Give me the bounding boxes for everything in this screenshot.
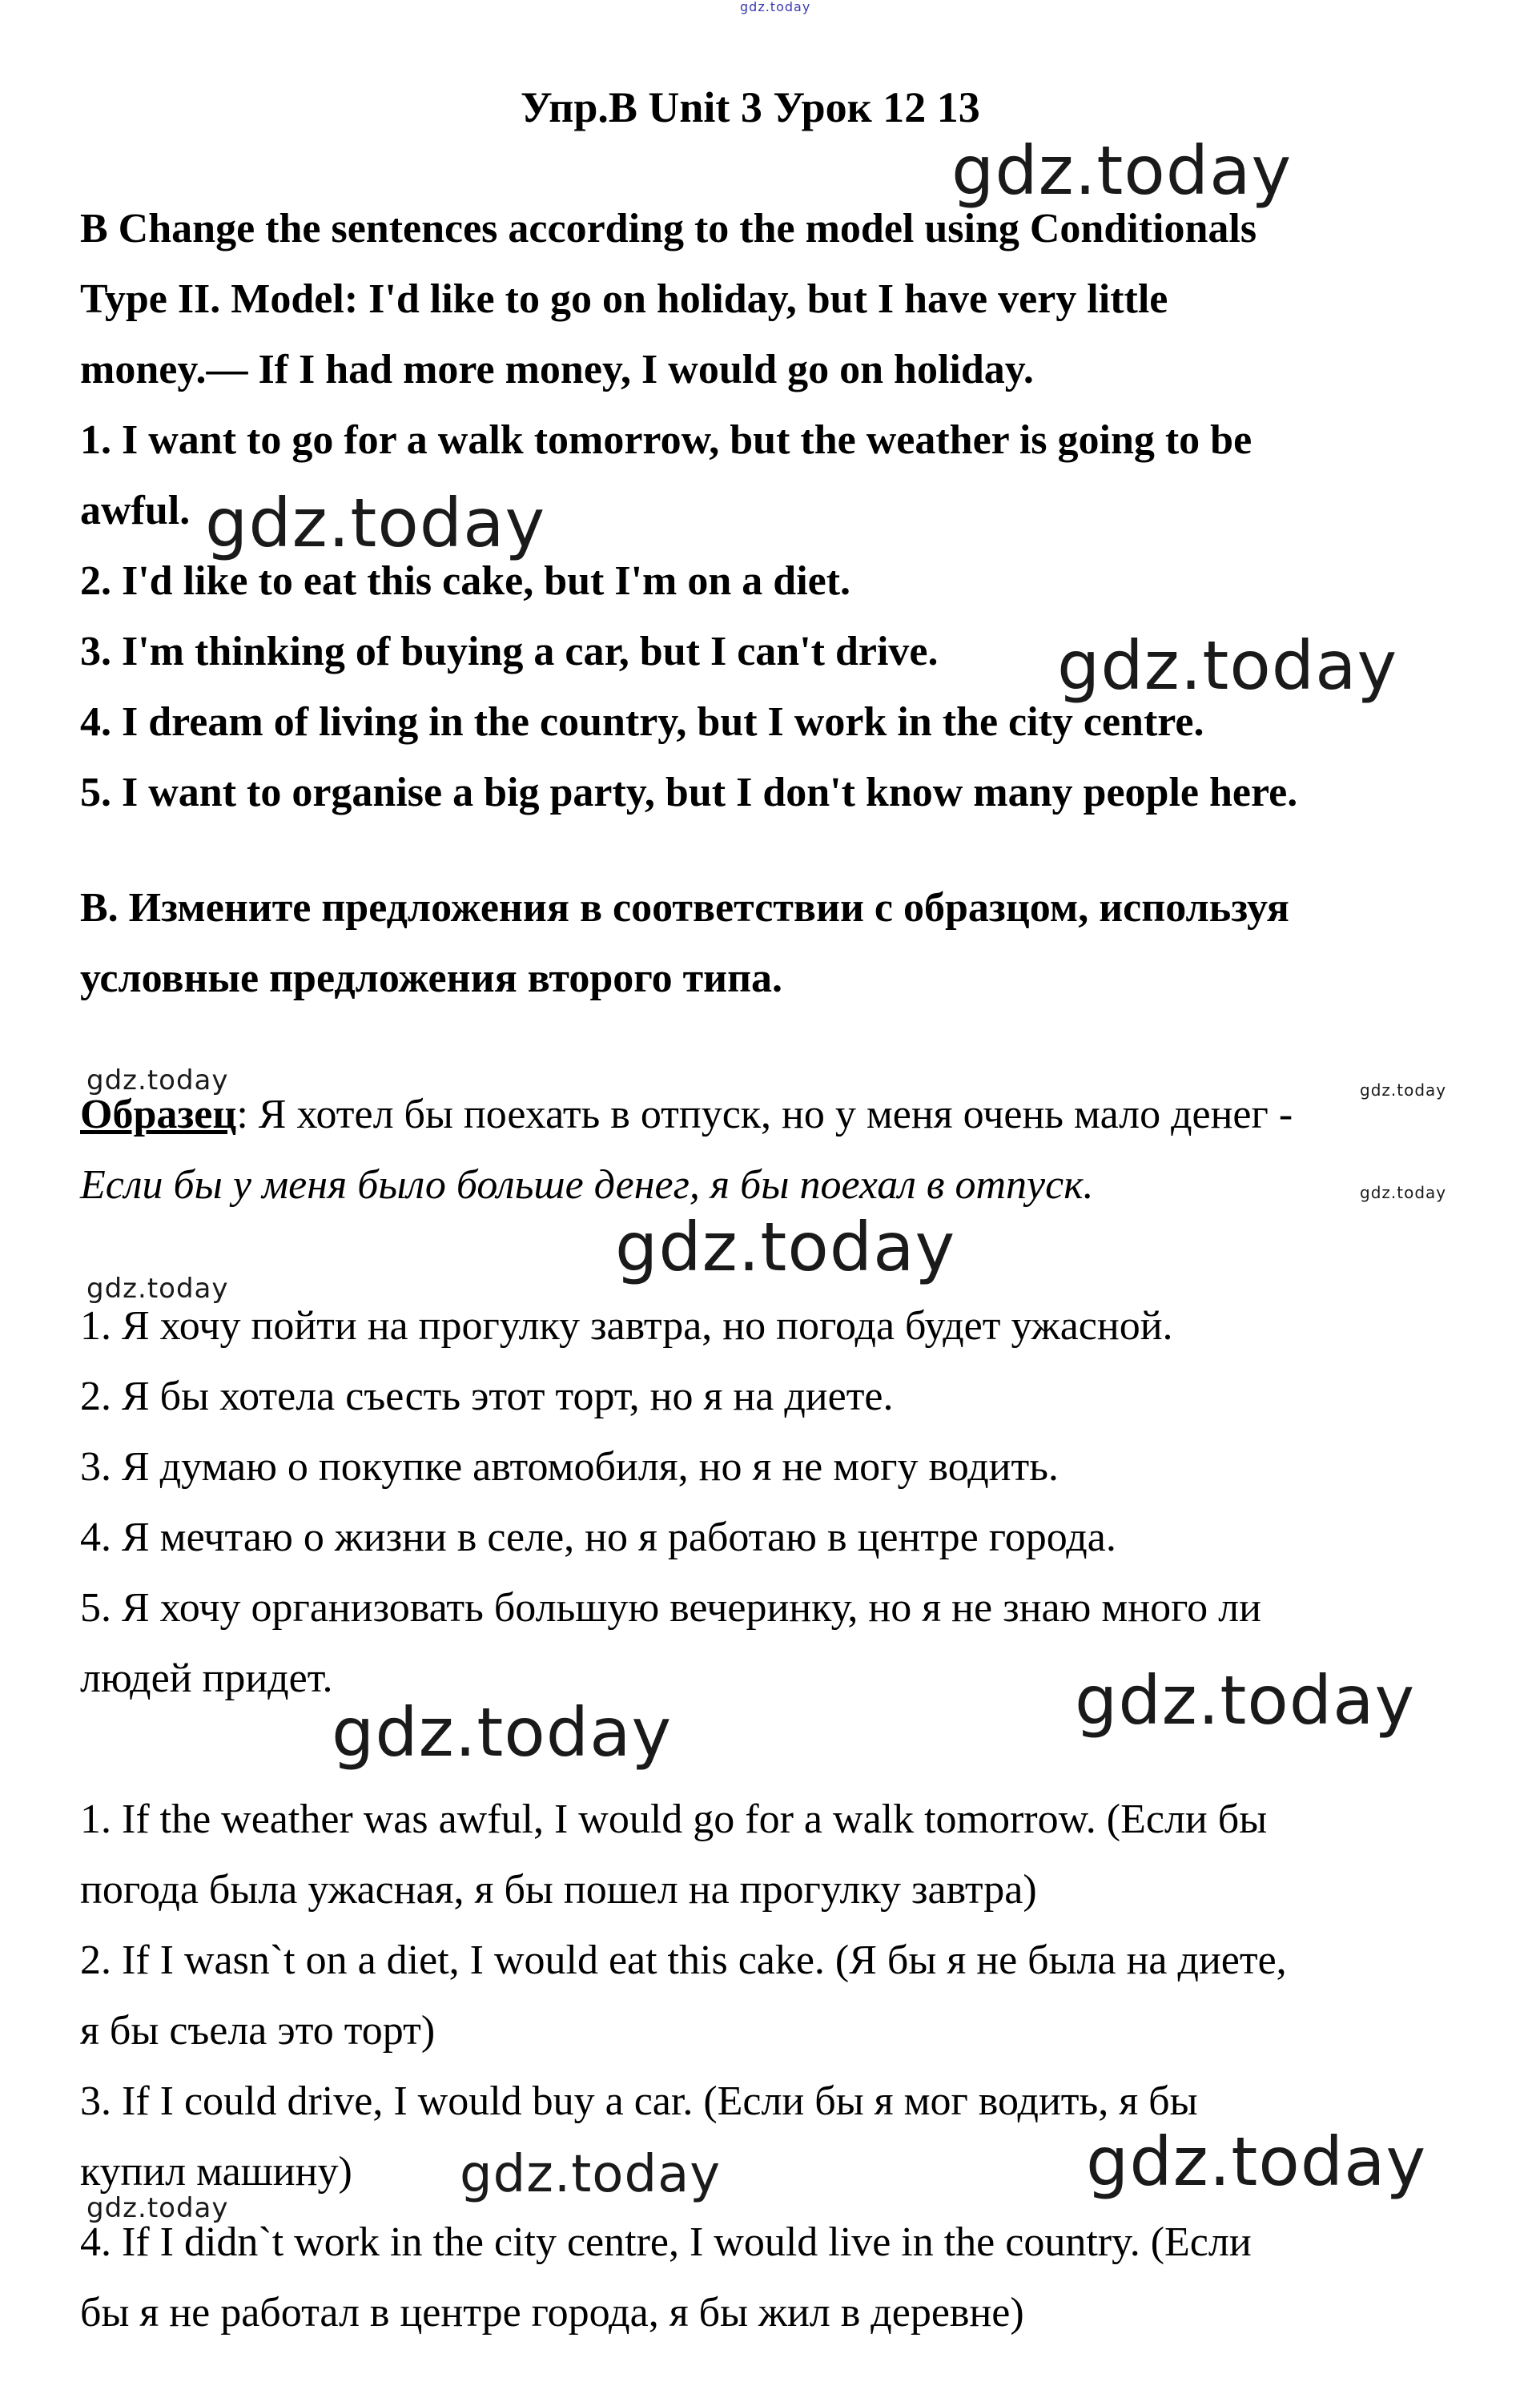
page-title: Упр.B Unit 3 Урок 12 13 [521,83,980,131]
task-en-line: 4. I dream of living in the country, but I work in the city centre. [80,699,1204,745]
answer-line: 4. If I didn`t work in the city centre, I would live in the country. (Если [80,2219,1252,2265]
watermark: gdz.today [86,1064,229,1096]
watermark: gdz.today [332,1693,673,1772]
task-ru-line: условные предложения второго типа. [80,956,783,1001]
answer-line: купил машину) [80,2149,352,2195]
watermark: gdz.today [1086,2122,1427,2201]
sentence-ru: 1. Я хочу пойти на прогулку завтра, но погода будет ужасной. [80,1303,1173,1349]
watermark: gdz.today [951,131,1293,210]
sentence-ru: людей придет. [80,1656,333,1701]
task-en-line: B Change the sentences according to the model using Conditionals [80,206,1257,251]
answer-line: 1. If the weather was awful, I would go for a walk tomorrow. (Если бы [80,1796,1268,1842]
sentence-ru: 4. Я мечтаю о жизни в селе, но я работаю в центре города. [80,1515,1116,1560]
sentence-ru: 2. Я бы хотела съесть этот торт, но я на диете. [80,1374,894,1419]
answer-line: я бы съела это торт) [80,2008,436,2054]
answer-line: погода была ужасная, я бы пошел на прогулку завтра) [80,1867,1037,1913]
sentence-ru: 5. Я хочу организовать большую вечеринку, но я не знаю много ли [80,1585,1261,1631]
answer-line: 3. If I could drive, I would buy a car. (Если бы я мог водить, я бы [80,2078,1198,2124]
watermark: gdz.today [1075,1661,1416,1740]
task-en-line: Type II. Model: I'd like to go on holiday, but I have very little [80,276,1168,322]
watermark: gdz.today [1360,1080,1447,1100]
model-line [80,1091,1293,1139]
sentence-ru: 3. Я думаю о покупке автомобиля, но я не могу водить. [80,1444,1059,1490]
task-en-line: 2. I'd like to eat this cake, but I'm on a diet. [80,558,851,604]
watermark: gdz.today [1360,1183,1447,1202]
watermark: gdz.today [86,2192,229,2224]
task-ru-line: B. Измените предложения в соответствии с образцом, используя [80,885,1289,931]
watermark: gdz.today [615,1208,956,1286]
answer-line: бы я не работал в центре города, я бы жил в деревне) [80,2290,1024,2336]
watermark: gdz.today [460,2145,722,2204]
task-en-line: 1. I want to go for a walk tomorrow, but the weather is going to be [80,417,1253,463]
model-italic: Если бы у меня было больше денег, я бы поехал в отпуск. [80,1162,1094,1208]
watermark: gdz.today [86,1273,229,1305]
task-en-line: 3. I'm thinking of buying a car, but I can't drive. [80,629,939,674]
watermark-top: gdz.today [740,0,811,14]
watermark: gdz.today [205,484,546,562]
model-label: Образец [80,1092,237,1137]
task-en-line: money.— If I had more money, I would go on holiday. [80,347,1034,392]
answer-line: 2. If I wasn`t on a diet, I would eat this cake. (Я бы я не была на диете, [80,1937,1287,1983]
task-en-line: awful. [80,488,191,533]
model-text: : Я хотел бы поехать в отпуск, но у меня очень мало денег - [236,1092,1293,1137]
task-en-line: 5. I want to organise a big party, but I don't know many people here. [80,770,1298,815]
watermark: gdz.today [1057,626,1398,705]
